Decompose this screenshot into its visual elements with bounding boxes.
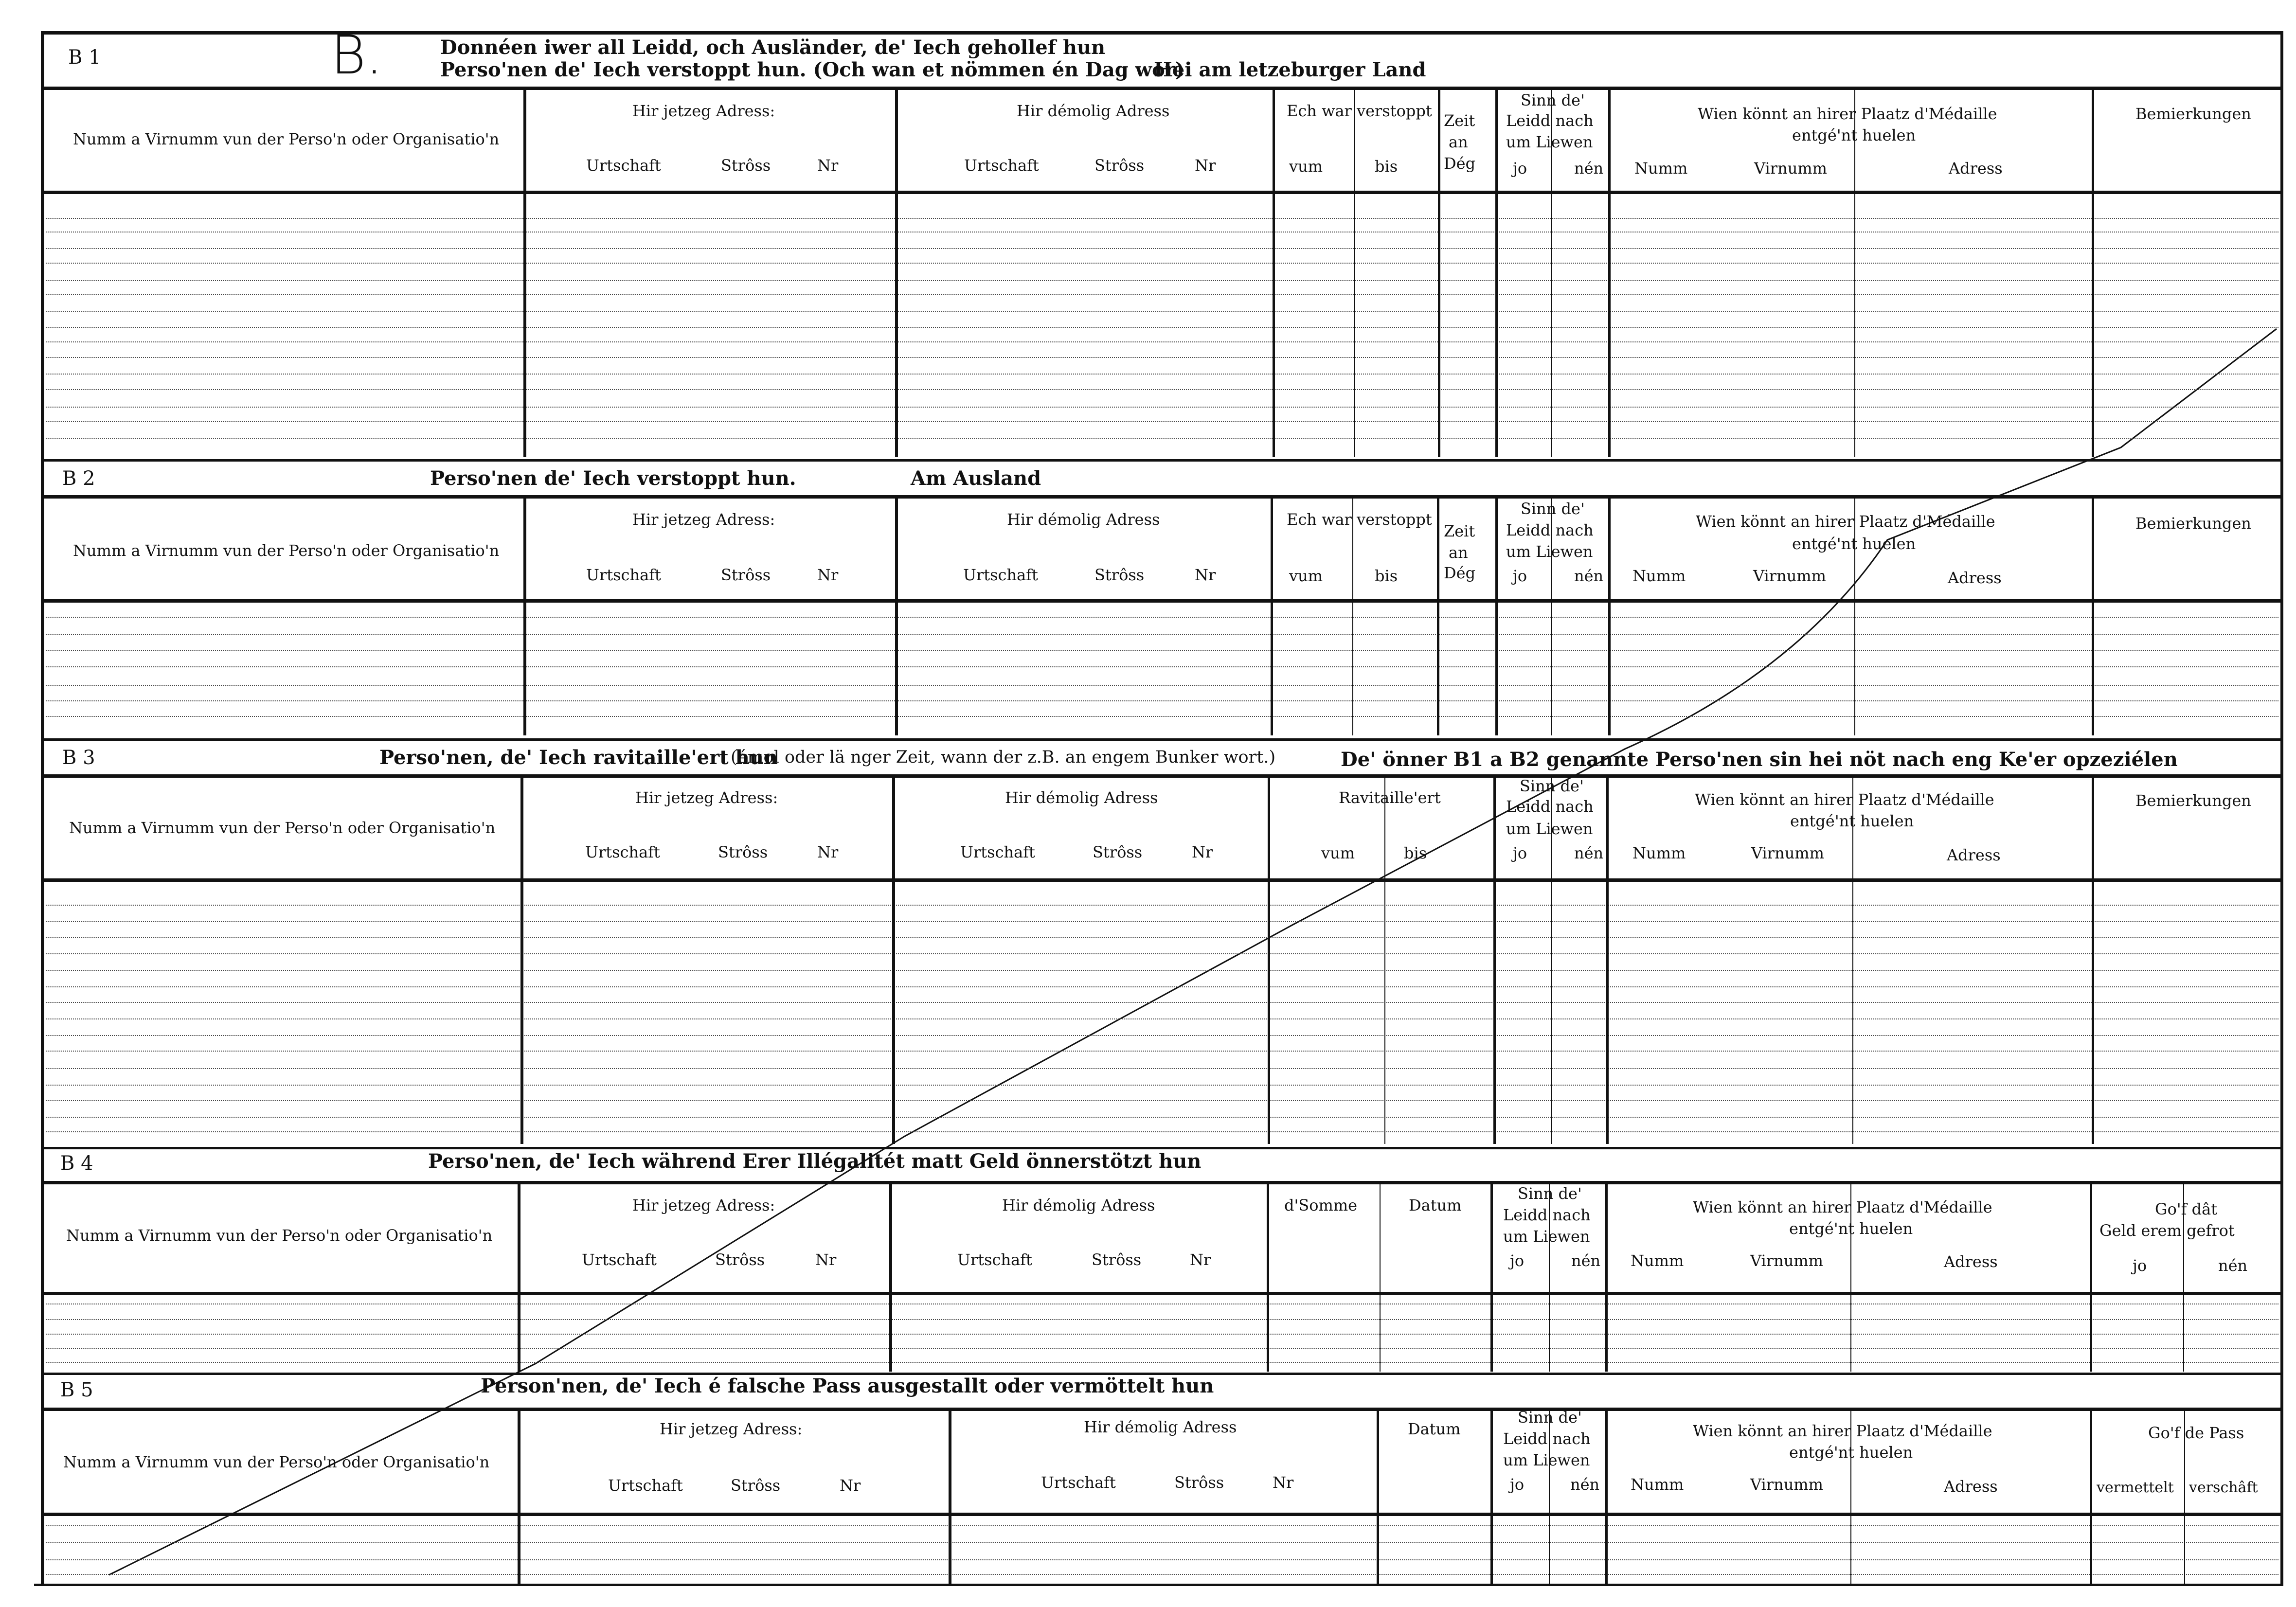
b4-col-medal-firstname: Virnumm — [1750, 1251, 1823, 1270]
b3-header-bottom-rule — [43, 878, 2281, 882]
b4-col-former-address: Hir démolig Adress — [1002, 1196, 1155, 1214]
b2-col-former-street: Strôss — [1094, 566, 1145, 584]
b2-col-alive-3: um Liewen — [1506, 542, 1593, 561]
b1-col-medal-address: Adress — [1949, 159, 2003, 178]
b3-column-divider-3 — [1268, 774, 1270, 1144]
block-id-b2: B 2 — [62, 467, 95, 490]
b1-entry-row-12 — [46, 389, 2278, 390]
b2-header-bottom-rule — [43, 599, 2281, 603]
b5-col-medal-firstname: Virnumm — [1750, 1475, 1823, 1494]
b2-col-medal-1: Wien könnt an hirer Plaatz d'Médaille — [1696, 512, 1995, 531]
b4-col-money-no: nén — [2218, 1256, 2248, 1275]
b1-header-bottom-rule — [43, 191, 2281, 194]
b1-col-alive-3: um Liewen — [1506, 133, 1593, 151]
b1-yes-no-split — [1551, 155, 1552, 170]
b2-entry-row-5 — [46, 685, 2278, 686]
b5-col-alive-3: um Liewen — [1503, 1451, 1590, 1469]
b3-entry-row-15 — [46, 1131, 2278, 1132]
b5-col-medal-name: Numm — [1631, 1475, 1684, 1494]
b5-column-divider-3 — [1377, 1408, 1379, 1584]
b5-column-divider-6 — [1605, 1408, 1608, 1584]
b1-column-divider-8 — [1608, 87, 1611, 457]
b3-col-remarks: Bemierkungen — [2135, 791, 2251, 810]
b1-entry-row-6 — [46, 294, 2278, 295]
b1-col-medal-1: Wien könnt an hirer Plaatz d'Médaille — [1698, 105, 1997, 123]
b3-entry-row-7 — [46, 1002, 2278, 1003]
b1-entry-row-3 — [46, 248, 2278, 249]
b1-entry-row-13 — [46, 407, 2278, 408]
b4-entry-row-1 — [46, 1303, 2278, 1304]
b1-entry-row-7 — [46, 311, 2278, 312]
b2-entry-row-7 — [46, 716, 2278, 717]
b5-pass-split — [2184, 1476, 2185, 1492]
b4-col-alive-2: Leidd nach — [1503, 1206, 1591, 1224]
b3-col-alive-1: Sinn de' — [1520, 777, 1584, 795]
b3-entry-row-1 — [46, 905, 2278, 906]
b5-col-date: Datum — [1408, 1420, 1461, 1438]
b1-entry-row-11 — [46, 374, 2278, 375]
b3-column-divider-2 — [892, 774, 895, 1144]
b1-col-former-locality: Urtschaft — [964, 156, 1039, 175]
b2-entry-row-6 — [46, 700, 2278, 701]
b5-medal-split — [1850, 1477, 1851, 1503]
b5-entry-row-1 — [46, 1525, 2278, 1526]
b4-col-money-back-1: Go'f dât — [2155, 1200, 2218, 1218]
b2-col-days-2: an — [1449, 543, 1468, 562]
b3-column-divider-4 — [1384, 774, 1385, 1144]
b4-entry-row-2 — [46, 1319, 2278, 1320]
b1-column-divider-10 — [2092, 87, 2094, 457]
b2-entry-row-3 — [46, 650, 2278, 651]
b4-column-divider-6 — [1549, 1181, 1550, 1372]
b5-col-alive-2: Leidd nach — [1503, 1429, 1591, 1448]
b4-header-bottom-rule — [43, 1292, 2281, 1295]
b3-col-alive-3: um Liewen — [1506, 820, 1593, 838]
b4-col-street: Strôss — [715, 1250, 765, 1269]
b1-col-medal-firstname: Virnumm — [1754, 159, 1827, 178]
b3-entry-row-6 — [46, 986, 2278, 987]
b4-column-divider-7 — [1605, 1181, 1608, 1372]
b4-col-money-yes: jo — [2133, 1256, 2147, 1275]
block-id-b5: B 5 — [60, 1379, 93, 1401]
b4-yes-no-split — [1549, 1248, 1550, 1265]
b4-entry-row-3 — [46, 1334, 2278, 1335]
b5-yes-no-split — [1549, 1473, 1550, 1488]
b3-from-to-split — [1384, 840, 1385, 856]
b5-col-medal-address: Adress — [1944, 1477, 1998, 1496]
b3-entry-row-10 — [46, 1051, 2278, 1052]
b1-col-remarks: Bemierkungen — [2135, 105, 2251, 123]
b4-col-yes: jo — [1510, 1251, 1525, 1270]
b1-from-to-split — [1354, 155, 1355, 170]
b2-entry-row-4 — [46, 666, 2278, 667]
b4-col-alive-1: Sinn de' — [1518, 1184, 1582, 1203]
b2-col-remarks: Bemierkungen — [2135, 514, 2251, 533]
b5-col-street: Strôss — [731, 1476, 781, 1495]
b2-yes-no-split — [1551, 563, 1552, 579]
b5-column-divider-4 — [1490, 1408, 1493, 1584]
b2-header-top-rule — [43, 495, 2281, 499]
b4-column-divider-9 — [2090, 1181, 2092, 1372]
b1-medal-split — [1854, 161, 1855, 185]
b4-col-former-number: Nr — [1190, 1250, 1211, 1269]
b2-col-days-1: Zeit — [1444, 522, 1475, 540]
b2-col-no: nén — [1574, 567, 1604, 585]
b3-col-medal-address: Adress — [1947, 846, 2001, 864]
b1-col-street: Strôss — [721, 156, 771, 175]
b3-entry-row-13 — [46, 1100, 2278, 1101]
b2-from-to-split — [1352, 563, 1353, 579]
b2-col-to: bis — [1375, 567, 1398, 585]
b3-col-to: bis — [1404, 844, 1427, 862]
b1-col-no: nén — [1574, 159, 1604, 178]
b1-column-divider-1 — [523, 87, 526, 457]
b2-title-suffix: Am Ausland — [911, 467, 1041, 490]
b3-title-suffix: De' önner B1 a B2 genannte Perso'nen sin hei nöt nach eng Ke'er opzeziélen — [1341, 748, 2178, 771]
b4-col-medal-2: entgé'nt huelen — [1789, 1219, 1913, 1238]
b2-column-divider-9 — [1854, 495, 1855, 735]
b2-column-divider-2 — [895, 495, 898, 735]
outer-right-border — [2280, 31, 2283, 1586]
b3-col-supplied: Ravitaille'ert — [1339, 788, 1441, 807]
b5-title: Person'nen, de' Iech é falsche Pass ausgestallt oder vermöttelt hun — [481, 1375, 1214, 1397]
b2-col-former-address: Hir démolig Adress — [1007, 510, 1160, 529]
b5-column-divider-1 — [518, 1408, 520, 1584]
b5-column-divider-5 — [1549, 1408, 1550, 1584]
b1-column-divider-7 — [1551, 87, 1552, 457]
b2-col-former-locality: Urtschaft — [963, 566, 1038, 584]
b3-entry-row-8 — [46, 1018, 2278, 1019]
b1-entry-row-5 — [46, 280, 2278, 281]
b2-col-medal-address: Adress — [1948, 569, 2002, 587]
b2-col-current-address: Hir jetzeg Adress: — [632, 510, 775, 529]
outer-left-border — [41, 31, 44, 1586]
b3-col-former-number: Nr — [1192, 843, 1213, 861]
b3-col-from: vum — [1321, 844, 1355, 862]
block-id-b1: B 1 — [68, 46, 101, 69]
b1-entry-row-10 — [46, 357, 2278, 358]
b4-col-no: nén — [1571, 1251, 1601, 1270]
b3-col-former-street: Strôss — [1093, 843, 1143, 861]
b4-col-medal-name: Numm — [1631, 1251, 1684, 1270]
b1-col-to: bis — [1375, 157, 1398, 176]
b5-col-medal-1: Wien könnt an hirer Plaatz d'Médaille — [1693, 1422, 1992, 1440]
b4-column-divider-2 — [889, 1181, 892, 1372]
b2-medal-split — [1854, 569, 1855, 593]
b3-col-current-address: Hir jetzeg Adress: — [635, 788, 778, 807]
b4-col-sum: d'Somme — [1284, 1196, 1358, 1214]
b5-col-name: Numm a Virnumm vun der Perso'n oder Organisatio'n — [63, 1453, 490, 1471]
b3-entry-row-3 — [46, 937, 2278, 938]
b3-col-street: Strôss — [718, 843, 768, 861]
b5-col-locality: Urtschaft — [608, 1476, 683, 1495]
b4-column-divider-1 — [518, 1181, 520, 1372]
b2-col-alive-2: Leidd nach — [1506, 521, 1594, 539]
b5-col-former-street: Strôss — [1174, 1473, 1224, 1492]
b4-col-number: Nr — [815, 1250, 837, 1269]
b4-col-former-locality: Urtschaft — [957, 1250, 1032, 1269]
b5-col-former-locality: Urtschaft — [1041, 1473, 1116, 1492]
b5-section-rule — [43, 1373, 2281, 1375]
b5-col-medal-2: entgé'nt huelen — [1789, 1443, 1913, 1462]
b2-column-divider-1 — [523, 495, 526, 735]
b5-header-bottom-rule — [43, 1513, 2281, 1516]
b3-entry-row-5 — [46, 970, 2278, 971]
b2-col-medal-2: entgé'nt huelen — [1792, 535, 1916, 553]
b1-title-line2: Perso'nen de' Iech verstoppt hun. (Och wan et nömmen én Dag wor) — [440, 58, 1184, 81]
b4-medal-split — [1850, 1253, 1851, 1279]
b3-entry-row-4 — [46, 953, 2278, 954]
b1-col-hidden: Ech war verstoppt — [1287, 102, 1432, 120]
b2-column-divider-4 — [1352, 495, 1353, 735]
b3-column-divider-1 — [520, 774, 523, 1144]
b3-title-note: (émol oder lä nger Zeit, wann der z.B. an engem Bunker wort.) — [731, 748, 1276, 767]
b2-col-yes: jo — [1513, 567, 1527, 585]
b5-col-former-number: Nr — [1273, 1473, 1294, 1492]
b1-col-current-address: Hir jetzeg Adress: — [632, 102, 775, 120]
b1-col-medal-name: Numm — [1634, 159, 1688, 178]
b4-title: Perso'nen, de' Iech während Erer Illégalitét matt Geld önnerstötzt hun — [428, 1150, 1202, 1173]
b3-title: Perso'nen, de' Iech ravitaille'ert hun — [379, 746, 778, 769]
b1-col-days-1: Zeit — [1444, 111, 1475, 130]
b2-column-divider-8 — [1608, 495, 1611, 735]
b5-entry-row-4 — [46, 1574, 2278, 1575]
b1-col-former-street: Strôss — [1094, 156, 1145, 175]
b3-col-former-locality: Urtschaft — [960, 843, 1035, 861]
b4-column-divider-10 — [2183, 1181, 2184, 1372]
b4-header-top-rule — [43, 1181, 2281, 1184]
b4-column-divider-5 — [1490, 1181, 1493, 1372]
b1-col-medal-2: entgé'nt huelen — [1792, 126, 1916, 144]
b1-col-former-number: Nr — [1195, 156, 1216, 175]
b5-col-alive-1: Sinn de' — [1518, 1408, 1582, 1427]
b5-column-divider-8 — [2090, 1408, 2092, 1584]
b5-col-pass-issued: verschâft — [2189, 1479, 2258, 1496]
b1-col-former-address: Hir démolig Adress — [1017, 102, 1170, 120]
block-id-b3: B 3 — [62, 747, 95, 769]
b3-col-medal-1: Wien könnt an hirer Plaatz d'Médaille — [1695, 790, 1994, 809]
b1-header-top-rule — [43, 87, 2281, 90]
b3-entry-row-2 — [46, 921, 2278, 922]
b1-column-divider-6 — [1495, 87, 1498, 457]
b2-column-divider-5 — [1437, 495, 1439, 735]
b3-column-divider-8 — [1852, 774, 1853, 1144]
b3-header-top-rule — [43, 774, 2281, 778]
b2-col-name: Numm a Virnumm vun der Perso'n oder Organisatio'n — [73, 541, 500, 560]
b3-col-name: Numm a Virnumm vun der Perso'n oder Organisatio'n — [69, 819, 496, 837]
b1-title-line1: Donnéen iwer all Leidd, och Ausländer, de' Iech gehollef hun — [440, 36, 1106, 59]
b3-col-locality: Urtschaft — [585, 843, 660, 861]
b4-column-divider-4 — [1380, 1181, 1381, 1372]
b3-col-alive-2: Leidd nach — [1506, 797, 1594, 816]
b1-column-divider-4 — [1354, 87, 1355, 457]
b2-column-divider-6 — [1495, 495, 1498, 735]
b4-col-name: Numm a Virnumm vun der Perso'n oder Organisatio'n — [66, 1226, 493, 1245]
b4-section-rule — [43, 1147, 2281, 1149]
b2-col-hidden: Ech war verstoppt — [1287, 510, 1432, 529]
b3-column-divider-6 — [1551, 774, 1552, 1144]
b1-entry-row-14 — [46, 421, 2278, 422]
outer-bottom-border — [34, 1584, 2283, 1586]
block-id-b4: B 4 — [60, 1152, 93, 1175]
b2-col-medal-name: Numm — [1632, 567, 1686, 585]
b1-section-rule — [43, 31, 2281, 35]
b1-title-suffix: Hei am letzeburger Land — [1154, 58, 1426, 81]
b2-entry-row-2 — [46, 634, 2278, 635]
b2-col-locality: Urtschaft — [586, 566, 661, 584]
b3-medal-split — [1852, 846, 1853, 871]
b3-entry-row-14 — [46, 1117, 2278, 1118]
b3-entry-row-12 — [46, 1085, 2278, 1086]
b1-column-divider-5 — [1438, 87, 1440, 457]
b2-col-number: Nr — [817, 566, 839, 584]
b3-col-number: Nr — [817, 843, 839, 861]
b1-entry-row-15 — [46, 438, 2278, 439]
b4-col-alive-3: um Liewen — [1503, 1227, 1590, 1246]
b1-col-alive-1: Sinn de' — [1521, 91, 1585, 109]
b3-col-medal-name: Numm — [1632, 844, 1686, 862]
b3-entry-row-11 — [46, 1068, 2278, 1069]
form-letter: B. — [331, 24, 383, 86]
b3-column-divider-5 — [1493, 774, 1496, 1144]
b1-col-locality: Urtschaft — [586, 156, 661, 175]
b1-col-from: vum — [1289, 157, 1323, 176]
b2-col-from: vum — [1289, 567, 1323, 585]
b2-col-medal-firstname: Virnumm — [1753, 567, 1826, 585]
b4-column-divider-3 — [1267, 1181, 1269, 1372]
b3-col-former-address: Hir démolig Adress — [1005, 788, 1158, 807]
b3-column-divider-7 — [1606, 774, 1609, 1144]
b1-col-days-2: an — [1449, 133, 1468, 151]
b4-entry-row-5 — [46, 1362, 2278, 1363]
b3-yes-no-split — [1551, 840, 1552, 856]
b3-entry-row-9 — [46, 1035, 2278, 1036]
b4-entry-row-4 — [46, 1348, 2278, 1349]
b5-entry-row-3 — [46, 1559, 2278, 1560]
b3-column-divider-9 — [2092, 774, 2094, 1144]
b3-col-medal-2: entgé'nt huelen — [1790, 812, 1914, 830]
b4-col-current-address: Hir jetzeg Adress: — [632, 1196, 775, 1214]
b1-col-name: Numm a Virnumm vun der Perso'n oder Organisatio'n — [73, 130, 500, 148]
b5-header-top-rule — [43, 1408, 2281, 1411]
b2-entry-row-1 — [46, 617, 2278, 618]
b5-col-no: nén — [1570, 1475, 1600, 1494]
b1-column-divider-2 — [895, 87, 898, 457]
b3-col-yes: jo — [1513, 844, 1527, 862]
b5-column-divider-9 — [2184, 1408, 2185, 1584]
b3-col-no: nén — [1574, 844, 1604, 862]
b2-column-divider-7 — [1551, 495, 1552, 735]
b4-col-money-back-2: Geld erem gefrot — [2099, 1221, 2235, 1240]
b1-col-number: Nr — [817, 156, 839, 175]
b1-entry-row-9 — [46, 341, 2278, 342]
b1-col-yes: jo — [1513, 159, 1527, 178]
b2-col-alive-1: Sinn de' — [1521, 500, 1585, 518]
b4-money-split — [2183, 1253, 2184, 1269]
b5-col-pass-mediated: vermettelt — [2097, 1479, 2174, 1496]
b4-col-former-street: Strôss — [1092, 1250, 1142, 1269]
b5-col-yes: jo — [1510, 1475, 1525, 1494]
b1-column-divider-3 — [1273, 87, 1275, 457]
b1-entry-row-4 — [46, 263, 2278, 264]
b4-col-medal-address: Adress — [1944, 1252, 1998, 1271]
b2-title: Perso'nen de' Iech verstoppt hun. — [430, 467, 796, 490]
b3-section-rule — [43, 738, 2281, 741]
b5-column-divider-2 — [949, 1408, 951, 1584]
b5-entry-row-2 — [46, 1542, 2278, 1543]
b3-col-medal-firstname: Virnumm — [1751, 844, 1824, 862]
b1-col-alive-2: Leidd nach — [1506, 111, 1594, 130]
b2-column-divider-10 — [2092, 495, 2094, 735]
b1-col-days-3: Dég — [1444, 154, 1476, 173]
b4-col-medal-1: Wien könnt an hirer Plaatz d'Médaille — [1693, 1198, 1992, 1216]
b2-section-rule — [43, 459, 2281, 462]
b2-col-days-3: Dég — [1444, 564, 1476, 582]
b5-col-current-address: Hir jetzeg Adress: — [660, 1420, 803, 1438]
b5-col-pass: Go'f de Pass — [2148, 1424, 2244, 1442]
b1-column-divider-9 — [1854, 87, 1855, 457]
b2-col-street: Strôss — [721, 566, 771, 584]
b5-col-former-address: Hir démolig Adress — [1084, 1418, 1237, 1436]
b1-entry-row-8 — [46, 327, 2278, 328]
b4-col-date: Datum — [1409, 1196, 1462, 1214]
b5-col-number: Nr — [840, 1476, 861, 1495]
b2-col-former-number: Nr — [1195, 566, 1216, 584]
b1-entry-row-1 — [46, 218, 2278, 219]
b4-col-locality: Urtschaft — [582, 1250, 657, 1269]
b2-column-divider-3 — [1271, 495, 1273, 735]
